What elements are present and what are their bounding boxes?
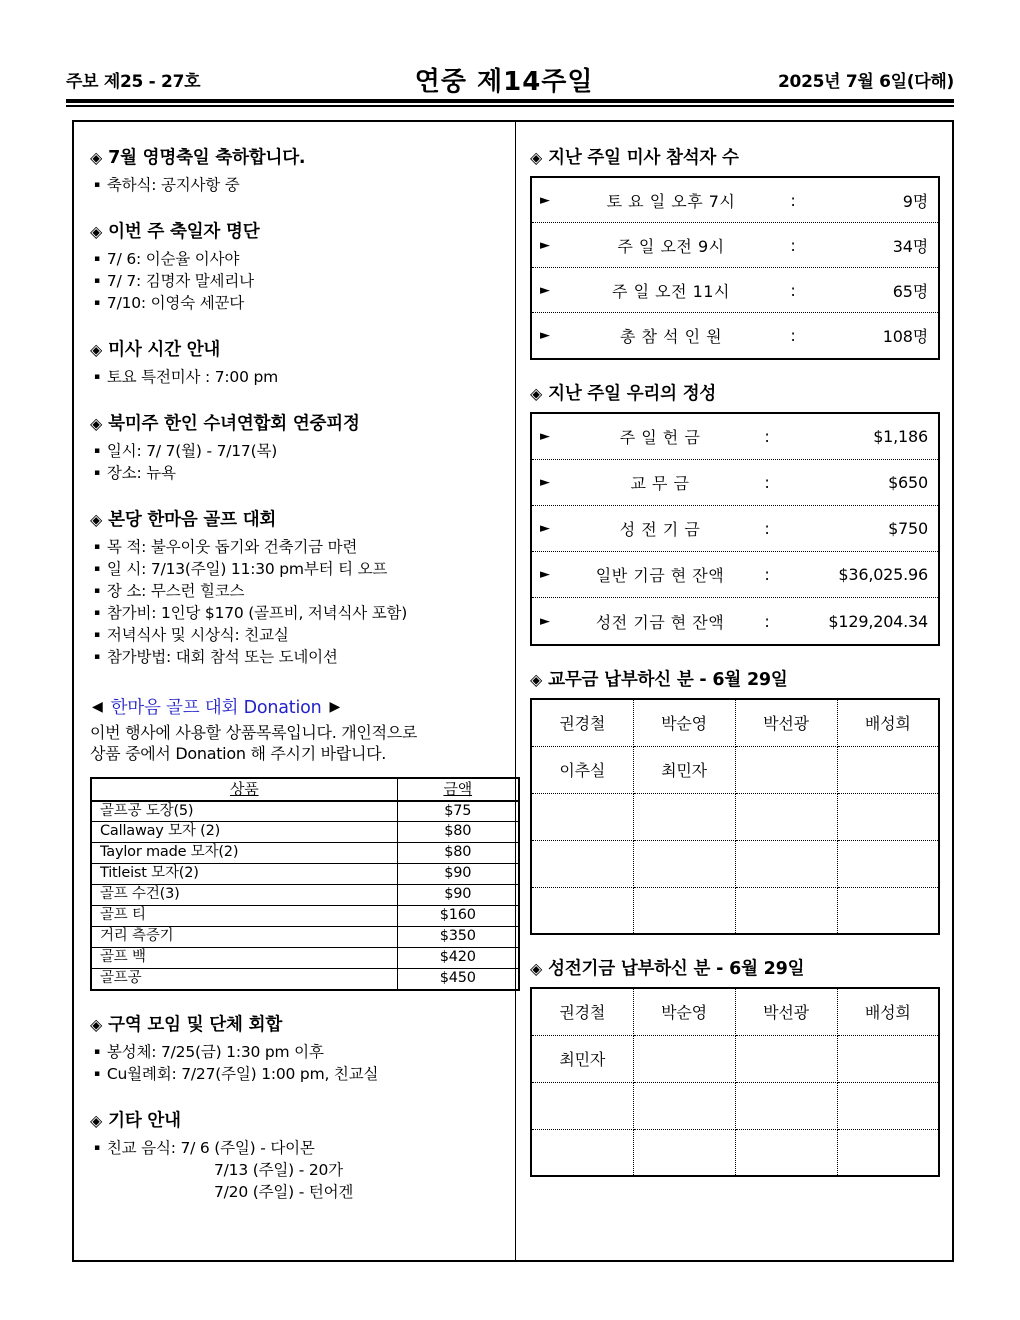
prize-item: Titleist 모자(2) [91,864,397,885]
square-bullet-icon: ▪ [94,564,100,574]
triangle-right-icon: ► [540,613,550,629]
attendance-label: 총 참 석 인 원 [619,327,723,346]
bulletin-title: 연중 제14주일 [414,66,594,97]
square-bullet-icon: ▪ [94,254,100,264]
section-other [90,1107,501,1203]
square-bullet-icon: ▪ [94,586,100,596]
triangle-left-icon: ◀ [92,698,103,715]
donor-name: 박순영 [633,988,735,1035]
right-column [516,122,956,1260]
list-item [94,440,501,462]
section-namedays-heading [90,218,501,243]
table-row [531,1035,939,1082]
prize-amount: $80 [397,843,519,864]
triangle-right-icon: ► [540,282,550,298]
donor-name [837,887,939,934]
colon-separator: : [764,519,770,538]
list-item [94,646,501,668]
prize-amount: $160 [397,906,519,927]
attendance-label: 주 일 오전 11시 [612,281,730,301]
offering-label: 성전 기금 현 잔액 [595,612,725,632]
donor-name [633,1035,735,1082]
donor-name [837,1035,939,1082]
offering-label: 교 무 금 [630,474,690,493]
donor-name [735,840,837,887]
list-item-text: 참가비: 1인당 $170 (골프비, 저녁식사 포함) [106,604,408,622]
section-namedays [90,218,501,314]
diamond-icon: ◈ [90,222,103,241]
table-row [91,864,519,885]
diamond-icon: ◈ [530,148,543,167]
donor-name: 박선광 [735,988,837,1035]
list-item [94,580,501,602]
triangle-right-icon: ▶ [329,698,341,715]
donor-name [633,793,735,840]
section-mass-times-title: 미사 시간 안내 [108,340,221,360]
section-other-heading [90,1107,501,1132]
donor-name [735,746,837,793]
colon-separator: : [764,427,770,446]
square-bullet-icon: ▪ [94,276,100,286]
bulletin-date: 2025년 7월 6일(다해) [778,71,954,92]
section-retreat [90,410,501,484]
diamond-icon: ◈ [90,510,103,529]
donor-name [633,840,735,887]
list-item-text: 장소: 뉴욕 [106,464,176,482]
diamond-icon: ◈ [530,670,543,689]
section-offering-title: 지난 주일 우리의 정성 [548,384,717,404]
donation-body-line-1: 이번 행사에 사용할 상품목록입니다. 개인적으로 [90,723,418,742]
attendance-label: 토 요 일 오후 7시 [606,191,736,211]
donor-name [735,793,837,840]
table-row [532,313,938,358]
table-row [532,414,938,460]
colon-separator: : [790,190,796,210]
square-bullet-icon: ▪ [94,1142,100,1153]
list-item [94,1137,501,1159]
table-row [91,927,519,948]
masthead [66,62,954,96]
colon-separator: : [790,280,796,300]
square-bullet-icon: ▪ [94,630,100,640]
list-item-text: 저녁식사 및 시상식: 친교실 [106,626,289,644]
diamond-icon: ◈ [530,959,543,978]
list-item-text: 토요 특전미사 : 7:00 pm [106,368,279,386]
list-item [94,174,501,196]
header-rule-thin [66,105,954,107]
list-item-continuation: 7/20 (주일) - 턴어겐 [214,1182,354,1201]
offering-label: 일반 기금 현 잔액 [595,566,725,585]
section-feast [90,144,501,196]
prize-item: 골프공 [91,969,397,990]
donor-name [531,1082,633,1129]
section-feast-heading [90,144,501,169]
donation-callout-heading [92,694,501,719]
offering-value: $36,025.96 [838,565,928,584]
list-item [94,248,501,270]
offering-value: $1,186 [873,427,928,446]
donor-name [531,840,633,887]
table-row [532,178,938,223]
donor-name: 박순영 [633,699,735,746]
spacer [530,935,940,955]
list-item [94,366,501,388]
donor-name [735,887,837,934]
diamond-icon: ◈ [90,414,103,433]
header-rule-thick [66,99,954,103]
offering-label: 주 일 헌 금 [619,428,701,447]
table-row [531,1129,939,1176]
colon-separator: : [764,565,770,584]
offering-value: $129,204.34 [828,611,928,631]
table-row [531,746,939,793]
list-item [94,270,501,292]
list-item [94,292,501,314]
table-row [532,223,938,268]
prize-item: 거리 측증기 [91,927,397,948]
table-row [531,699,939,746]
donor-name [531,1129,633,1176]
spacer [90,316,501,336]
diamond-icon: ◈ [90,1014,103,1034]
attendance-value: 108명 [882,327,928,346]
donor-name: 권경철 [531,988,633,1035]
list-item [94,1063,501,1085]
list-item-text: 목 적: 불우이웃 돕기와 건축기금 마련 [106,538,358,556]
square-bullet-icon: ▪ [94,1068,100,1079]
prize-item: 골프 티 [91,906,397,927]
prize-amount: $420 [397,948,519,969]
donor-name: 이추실 [531,746,633,793]
table-row [91,969,519,990]
donor-name [837,793,939,840]
section-retreat-heading [90,410,501,435]
section-retreat-title: 북미주 한인 수녀연합회 연중피정 [108,414,360,434]
donor-name [837,746,939,793]
spacer [530,646,940,666]
table-row [531,793,939,840]
list-item-text: 친교 음식: 7/ 6 (주일) - 다이몬 [106,1138,315,1157]
column-header-amount: 금액 [397,778,519,801]
list-item-text: 봉성체: 7/25(금) 1:30 pm 이후 [106,1042,324,1061]
list-item-text: 7/10: 이영숙 세꾼다 [106,294,245,312]
bulletin-frame [72,120,954,1262]
attendance-label: 주 일 오전 9시 [617,236,725,256]
list-item-text: 일시: 7/ 7(월) - 7/17(목) [106,442,278,460]
offering-table [530,412,940,646]
list-item-text: 7/ 7: 김명자 말세리나 [106,272,254,290]
list-item-text: 참가방법: 대회 참석 또는 도네이션 [106,648,338,666]
section-attendance-title: 지난 주일 미사 참석자 수 [548,148,739,168]
offering-label: 성 전 기 금 [619,520,701,539]
table-row [531,988,939,1035]
triangle-right-icon: ► [540,192,550,208]
offering-value: $650 [888,473,928,492]
donor-name: 권경철 [531,699,633,746]
table-row [91,948,519,969]
spacer [90,670,501,690]
donor-name: 배성희 [837,988,939,1035]
donor-name: 배성희 [837,699,939,746]
donation-callout-body [90,722,501,765]
attendance-table [530,176,940,360]
list-item [94,536,501,558]
table-row [532,506,938,552]
prize-amount: $90 [397,885,519,906]
triangle-right-icon: ► [540,567,550,582]
table-row [91,843,519,864]
section-golf [90,506,501,668]
section-offering-heading [530,380,940,405]
table-header-row [91,778,519,801]
section-other-title: 기타 안내 [108,1110,181,1131]
triangle-right-icon: ► [540,521,550,536]
section-feast-title: 7월 영명축일 축하합니다. [108,148,306,168]
square-bullet-icon: ▪ [94,652,100,662]
diamond-icon: ◈ [530,384,543,403]
section-golf-heading [90,506,501,531]
prize-item: Taylor made 모자(2) [91,843,397,864]
colon-separator: : [764,611,770,631]
list-item-text: 장 소: 무스런 힐코스 [106,582,245,600]
spacer [90,486,501,506]
donor-name: 최민자 [633,746,735,793]
square-bullet-icon: ▪ [94,468,100,478]
prize-item: 골프공 도장(5) [91,801,397,822]
donor-name [837,1082,939,1129]
donor-name [735,1129,837,1176]
table-row [91,906,519,927]
triangle-right-icon: ► [540,429,550,444]
diamond-icon: ◈ [90,1110,103,1130]
list-item [94,558,501,580]
list-item-text: 일 시: 7/13(주일) 11:30 pm부터 티 오프 [106,560,388,578]
prize-item: 골프 수건(3) [91,885,397,906]
list-item [94,462,501,484]
section-mass-times [90,336,501,388]
spacer [90,991,501,1011]
diamond-icon: ◈ [90,340,103,359]
square-bullet-icon: ▪ [94,1046,100,1057]
section-meetings-heading [90,1011,501,1036]
list-item [94,624,501,646]
section-building-donors-heading [530,955,940,980]
section-attendance-heading [530,144,940,169]
prize-amount: $75 [397,801,519,822]
section-namedays-title: 이번 주 축일자 명단 [108,222,260,242]
table-row [91,885,519,906]
prize-item: 골프 백 [91,948,397,969]
square-bullet-icon: ▪ [94,298,100,308]
square-bullet-icon: ▪ [94,608,100,618]
attendance-value: 9명 [902,191,928,211]
attendance-value: 65명 [892,281,928,301]
spacer [90,390,501,410]
donor-name [633,1082,735,1129]
donor-name [837,1129,939,1176]
attendance-value: 34명 [892,236,928,256]
table-row [532,598,938,644]
section-meetings-title: 구역 모임 및 단체 회합 [108,1014,283,1035]
prize-amount: $450 [397,969,519,990]
section-dues-donors-heading [530,666,940,691]
square-bullet-icon: ▪ [94,542,100,552]
table-row [531,887,939,934]
donor-name [531,793,633,840]
colon-separator: : [764,473,770,492]
donor-name [531,887,633,934]
square-bullet-icon: ▪ [94,446,100,456]
list-item-text: 7/ 6: 이순율 이사야 [106,250,240,268]
table-row [532,268,938,313]
donor-name [837,840,939,887]
section-golf-title: 본당 한마음 골프 대회 [108,510,277,530]
triangle-right-icon: ► [540,237,550,253]
donor-name: 박선광 [735,699,837,746]
offering-value: $750 [888,519,928,538]
spacer [90,1087,501,1107]
section-meetings [90,1011,501,1085]
colon-separator: : [790,235,796,255]
prize-amount: $80 [397,822,519,843]
donation-callout-title: 한마음 골프 대회 Donation [110,698,322,718]
table-row [91,822,519,843]
donation-body-line-2: 상품 중에서 Donation 해 주시기 바랍니다. [90,744,387,764]
table-row [532,552,938,598]
section-mass-times-heading [90,336,501,361]
list-item [94,1041,501,1063]
triangle-right-icon: ► [540,475,550,490]
list-item-continuation: 7/13 (주일) - 20가 [214,1160,343,1179]
table-row [531,1082,939,1129]
prize-item: Callaway 모자 (2) [91,822,397,843]
spacer [530,360,940,380]
spacer [90,198,501,218]
donor-name: 최민자 [531,1035,633,1082]
prize-amount: $350 [397,927,519,948]
dues-donors-table [530,698,940,935]
table-row [91,801,519,822]
donor-name [735,1082,837,1129]
list-item-text: Cu월례회: 7/27(주일) 1:00 pm, 친교실 [106,1064,379,1083]
donor-name [735,1035,837,1082]
table-row [531,840,939,887]
colon-separator: : [790,326,796,345]
donor-name [633,1129,735,1176]
section-dues-donors-title: 교무금 납부하신 분 - 6월 29일 [548,670,788,690]
section-building-donors-title: 성전기금 납부하신 분 - 6월 29일 [548,959,805,979]
list-item [94,602,501,624]
square-bullet-icon: ▪ [94,180,100,190]
column-header-item: 상품 [91,778,397,801]
list-item-text: 축하식: 공지사항 중 [106,176,240,194]
bulletin-issue: 주보 제25 - 27호 [66,71,201,92]
prize-table [90,777,520,991]
square-bullet-icon: ▪ [94,372,100,382]
diamond-icon: ◈ [90,148,103,167]
triangle-right-icon: ► [540,328,550,343]
left-column [74,122,516,1260]
building-donors-table [530,987,940,1177]
prize-amount: $90 [397,864,519,885]
table-row [532,460,938,506]
donor-name [633,887,735,934]
